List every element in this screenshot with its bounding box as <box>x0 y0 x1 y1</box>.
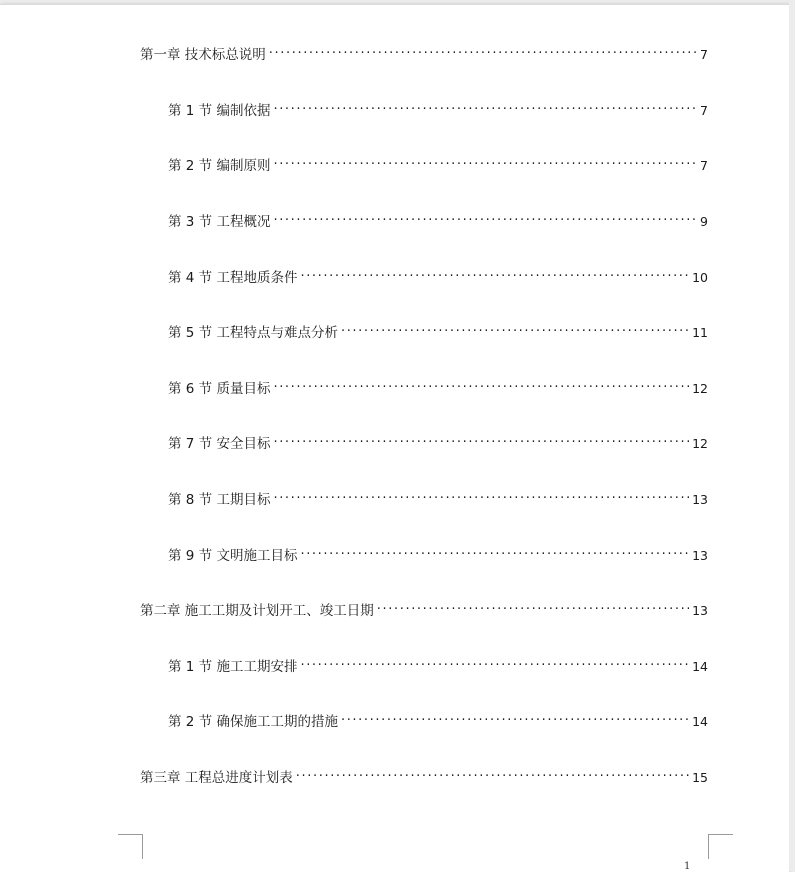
toc-entry-label: 第三章 工程总进度计划表 <box>140 770 293 786</box>
dot-leader <box>300 264 689 282</box>
toc-entry-label: 第 7 节 安全目标 <box>168 436 271 452</box>
toc-entry-label: 第 4 节 工程地质条件 <box>168 270 298 286</box>
toc-entry-page: 12 <box>692 381 708 396</box>
document-page <box>0 4 789 872</box>
toc-entry-label: 第 9 节 文明施工目标 <box>168 548 298 564</box>
toc-entry-page: 7 <box>700 103 708 118</box>
toc-entry[interactable] <box>168 430 708 453</box>
dot-leader <box>273 152 697 170</box>
toc-entry-label: 第 8 节 工期目标 <box>168 492 271 508</box>
toc-entry[interactable] <box>168 152 708 175</box>
toc-entry-label: 第 2 节 编制原则 <box>168 158 271 174</box>
margin-corner-mark-left <box>118 834 143 859</box>
dot-leader <box>341 319 689 337</box>
toc-entry[interactable] <box>140 41 708 64</box>
toc-entry[interactable] <box>140 597 708 620</box>
toc-entry-label: 第 1 节 施工工期安排 <box>168 659 298 675</box>
toc-entry-label: 第二章 施工工期及计划开工、竣工日期 <box>140 603 374 619</box>
toc-entry-page: 14 <box>692 659 708 674</box>
dot-leader <box>273 97 697 115</box>
toc-entry[interactable] <box>168 264 708 287</box>
toc-entry-page: 13 <box>692 603 708 618</box>
margin-corner-mark-right <box>708 834 733 859</box>
window-edge <box>789 0 795 871</box>
toc-entry-page: 10 <box>692 270 708 285</box>
dot-leader <box>273 375 689 393</box>
page-number: 1 <box>684 861 691 872</box>
toc-entry[interactable] <box>168 653 708 676</box>
toc-entry-page: 14 <box>692 714 708 729</box>
dot-leader <box>273 486 689 504</box>
toc-entry-page: 7 <box>700 47 708 62</box>
toc-entry-page: 15 <box>692 770 708 785</box>
toc-entry[interactable] <box>168 542 708 565</box>
dot-leader <box>296 764 689 782</box>
toc-entry-page: 9 <box>700 214 708 229</box>
toc-entry[interactable] <box>140 764 708 787</box>
toc-entry[interactable] <box>168 486 708 509</box>
toc-entry-label: 第 1 节 编制依据 <box>168 103 271 119</box>
toc-entry[interactable] <box>168 319 708 342</box>
toc-entry-label: 第 5 节 工程特点与难点分析 <box>168 325 338 341</box>
toc-entry-page: 13 <box>692 492 708 507</box>
dot-leader <box>273 430 689 448</box>
dot-leader <box>377 597 689 615</box>
dot-leader <box>341 708 689 726</box>
toc-entry-page: 11 <box>692 325 708 340</box>
toc-entry-page: 13 <box>692 548 708 563</box>
toc-entry[interactable] <box>168 708 708 731</box>
toc-entry-label: 第 6 节 质量目标 <box>168 381 271 397</box>
toc-entry[interactable] <box>168 97 708 120</box>
toc-entry-label: 第 3 节 工程概况 <box>168 214 271 230</box>
dot-leader <box>300 653 689 671</box>
toc-entry[interactable] <box>168 375 708 398</box>
dot-leader <box>300 542 689 560</box>
dot-leader <box>273 208 697 226</box>
toc-entry-label: 第一章 技术标总说明 <box>140 47 266 63</box>
toc-entry-page: 12 <box>692 436 708 451</box>
dot-leader <box>269 41 697 59</box>
toc-entry-label: 第 2 节 确保施工工期的措施 <box>168 714 338 730</box>
toc-entry-page: 7 <box>700 158 708 173</box>
toc-entry[interactable] <box>168 208 708 231</box>
